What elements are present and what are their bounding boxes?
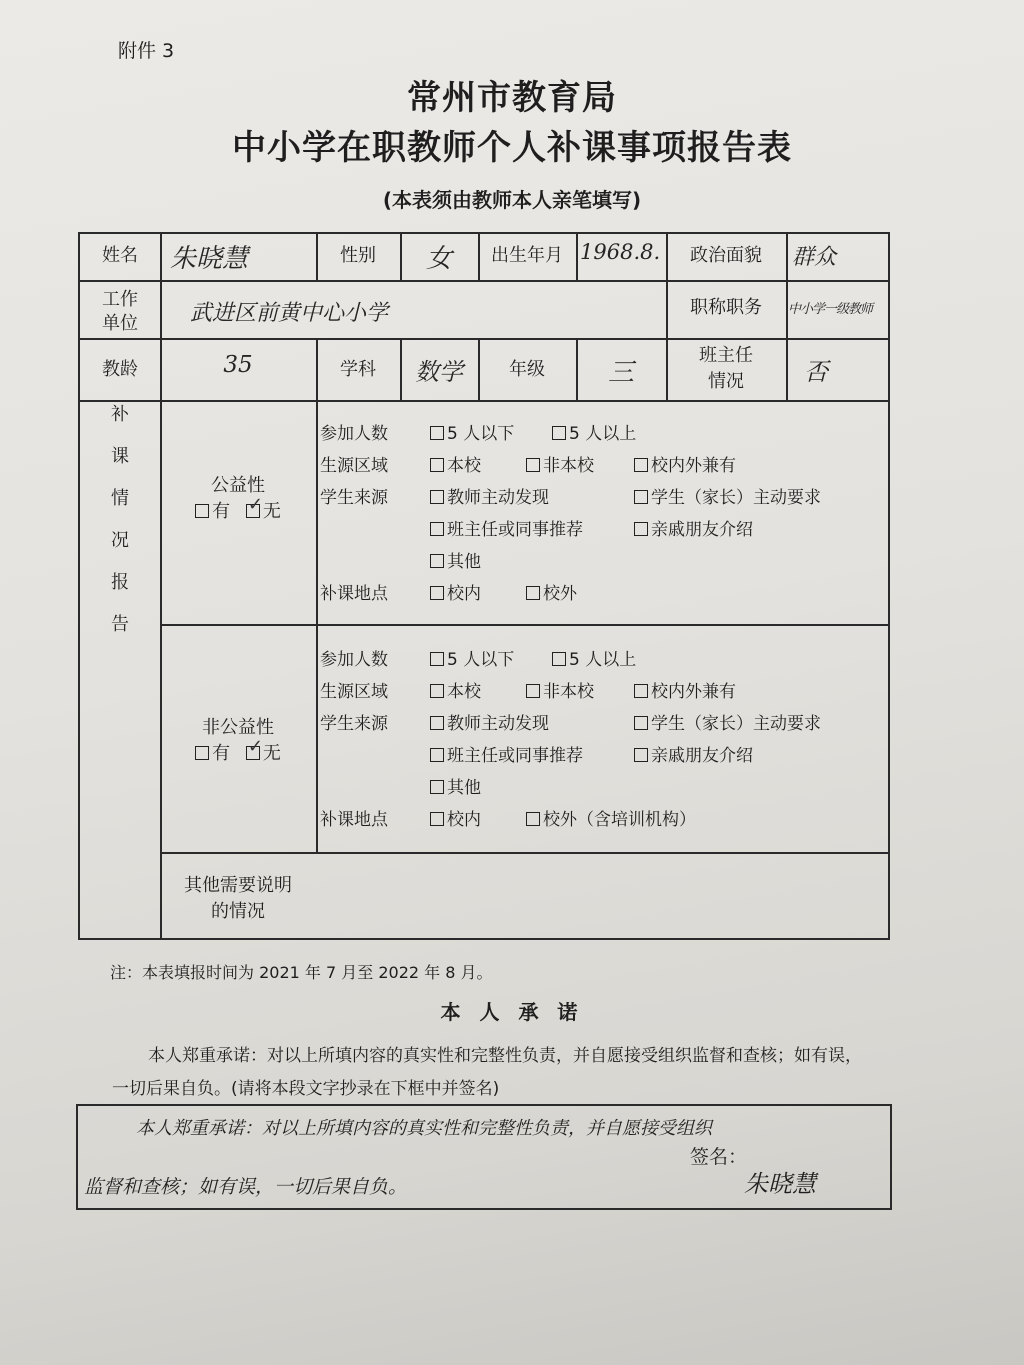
- promise-title: 本 人 承 诺: [440, 1000, 584, 1024]
- checkbox[interactable]: [430, 490, 444, 504]
- checkbox[interactable]: [430, 522, 444, 536]
- handwritten-copy-line-2: 监督和查核；如有误，一切后果自负。: [84, 1176, 408, 1198]
- annex-label: 附件 3: [118, 40, 175, 62]
- checkbox[interactable]: [634, 458, 648, 472]
- teaching-age-value: 35: [223, 352, 253, 378]
- public-yes-no: 有 ✓ 无: [160, 500, 316, 524]
- checkbox[interactable]: [430, 652, 444, 666]
- nonpublic-yes-checkbox[interactable]: [195, 746, 209, 760]
- nonpublic-no-checkbox[interactable]: [246, 746, 260, 760]
- work-unit-label-1: 工作: [102, 289, 138, 310]
- checkbox[interactable]: [430, 716, 444, 730]
- other-label-2: 的情况: [211, 901, 265, 922]
- grade-value: 三: [607, 358, 634, 388]
- public-title: 公益性: [211, 475, 265, 496]
- name-value: 朱晓慧: [170, 244, 249, 274]
- head-teacher-label-2: 情况: [708, 371, 744, 392]
- handwritten-copy-line-1: 本人郑重承诺：对以上所填内容的真实性和完整性负责，并自愿接受组织: [136, 1118, 712, 1139]
- sign-label: 签名：: [690, 1146, 748, 1168]
- nonpublic-options: 参加人数 5 人以下 5 人以上 生源区域 本校 非本校 校内外兼有 学生来源 教师主动发现 学生（家长）主动要求 班主任或同事推荐 亲戚朋友介绍 其他 补课地点 校内 校外（含培训机构）: [320, 650, 821, 830]
- politics-value: 群众: [792, 245, 837, 270]
- checkbox[interactable]: [634, 522, 648, 536]
- gender-value: 女: [425, 244, 452, 274]
- head-teacher-value: 否: [804, 358, 828, 386]
- report-table: [78, 232, 890, 940]
- title-post-value: 中小学一级教师: [788, 302, 873, 317]
- checkbox[interactable]: [430, 780, 444, 794]
- subject-label: 学科: [340, 359, 376, 380]
- checkbox[interactable]: [526, 812, 540, 826]
- head-teacher-label-1: 班主任: [699, 345, 753, 366]
- checkbox[interactable]: [430, 812, 444, 826]
- form-subtitle: (本表须由教师本人亲笔填写): [382, 188, 642, 212]
- checkbox[interactable]: [552, 652, 566, 666]
- work-unit-label-2: 单位: [102, 313, 138, 334]
- nonpublic-yes-no: 有 ✓ 无: [160, 742, 316, 766]
- checkbox[interactable]: [430, 684, 444, 698]
- title-post-label: 职称职务: [690, 297, 762, 318]
- promise-text: 本人郑重承诺：对以上所填内容的真实性和完整性负责，并自愿接受组织监督和查核；如有误，一切后果自负。(请将本段文字抄录在下框中并签名): [112, 1046, 862, 1099]
- report-vertical-label: 补 课 情 况 报 告: [111, 404, 129, 635]
- checkbox[interactable]: [430, 554, 444, 568]
- birth-value: 1968.8.: [580, 240, 661, 264]
- form-note: 注：本表填报时间为 2021 年 7 月至 2022 年 8 月。: [110, 963, 493, 982]
- politics-label: 政治面貌: [690, 245, 762, 266]
- checkbox[interactable]: [634, 490, 648, 504]
- checkbox[interactable]: [430, 426, 444, 440]
- checkbox[interactable]: [634, 684, 648, 698]
- checkbox[interactable]: [526, 586, 540, 600]
- birth-label: 出生年月: [491, 245, 563, 266]
- subject-value: 数学: [415, 358, 463, 386]
- form-title: 中小学在职教师个人补课事项报告表: [232, 128, 792, 168]
- checkbox[interactable]: [430, 748, 444, 762]
- public-yes-checkbox[interactable]: [195, 504, 209, 518]
- teaching-age-label: 教龄: [102, 359, 138, 380]
- grade-label: 年级: [509, 359, 545, 380]
- page-title: 常州市教育局: [407, 78, 617, 118]
- checkbox[interactable]: [430, 458, 444, 472]
- public-no-checkbox[interactable]: [246, 504, 260, 518]
- checkbox[interactable]: [526, 684, 540, 698]
- work-unit-value: 武进区前黄中心小学: [190, 301, 389, 326]
- checkbox[interactable]: [634, 748, 648, 762]
- handwritten-copy-box: [76, 1104, 892, 1210]
- checkbox[interactable]: [526, 458, 540, 472]
- nonpublic-title: 非公益性: [202, 717, 274, 738]
- checkbox[interactable]: [430, 586, 444, 600]
- signature: 朱晓慧: [744, 1170, 816, 1198]
- name-label: 姓名: [102, 245, 138, 266]
- checkbox[interactable]: [634, 716, 648, 730]
- other-label-1: 其他需要说明: [184, 875, 292, 896]
- public-options: 参加人数 5 人以下 5 人以上 生源区域 本校 非本校 校内外兼有 学生来源 教师主动发现 学生（家长）主动要求 班主任或同事推荐 亲戚朋友介绍 其他 补课地点 校内 校外: [320, 424, 821, 604]
- gender-label: 性别: [340, 245, 376, 266]
- checkbox[interactable]: [552, 426, 566, 440]
